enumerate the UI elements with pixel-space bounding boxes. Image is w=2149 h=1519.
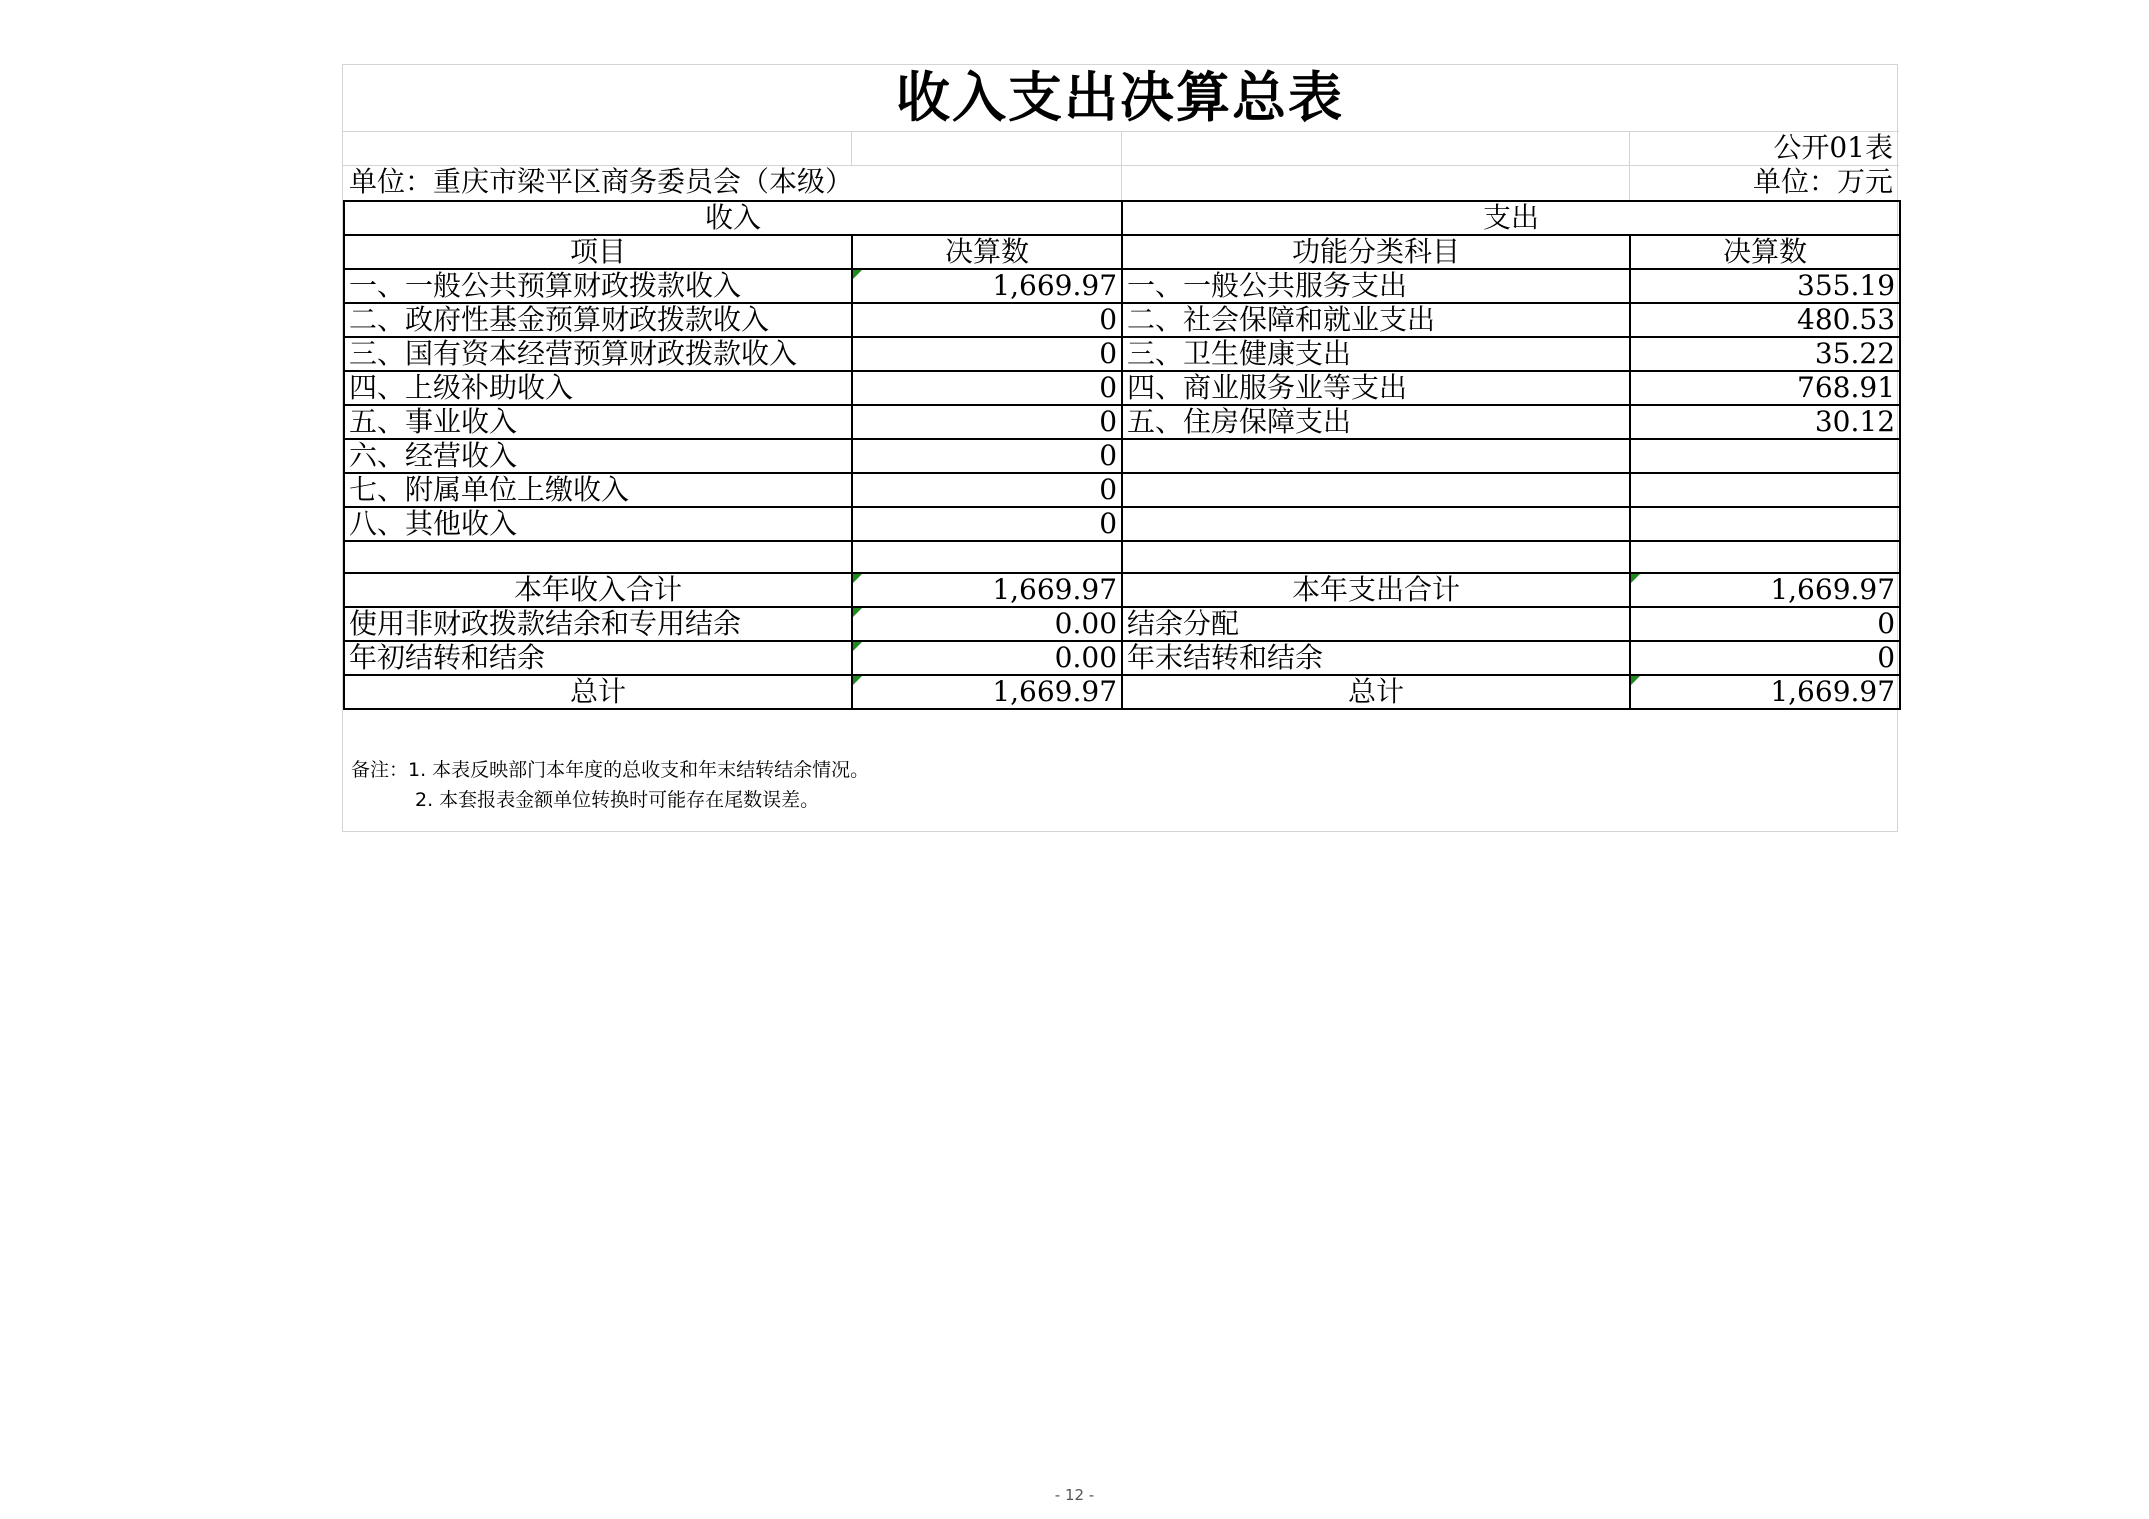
begin-carryover-text: 0.00 bbox=[1054, 641, 1118, 674]
income-year-total-value bbox=[852, 573, 1122, 607]
expense-label bbox=[1122, 507, 1630, 541]
expense-label: 一、一般公共服务支出 bbox=[1122, 269, 1630, 303]
income-value: 0 bbox=[852, 405, 1122, 439]
cell-marker-icon bbox=[1631, 676, 1640, 685]
surplus-distribution-value: 0 bbox=[1630, 607, 1900, 641]
column-header-row bbox=[344, 235, 1900, 269]
nonfiscal-value-text: 0.00 bbox=[1054, 607, 1118, 640]
expense-amount-column-header: 决算数 bbox=[1630, 235, 1900, 269]
cell-marker-icon bbox=[853, 676, 862, 685]
page-number: - 12 - bbox=[1054, 1486, 1095, 1504]
begin-carryover-value bbox=[852, 641, 1122, 675]
grand-expense-label: 总计 bbox=[1122, 675, 1630, 709]
nonfiscal-value bbox=[852, 607, 1122, 641]
income-value: 0 bbox=[852, 473, 1122, 507]
expense-year-total-text: 1,669.97 bbox=[1770, 573, 1896, 606]
gridline bbox=[851, 131, 852, 165]
expense-value: 35.22 bbox=[1630, 337, 1900, 371]
cell-marker-icon bbox=[853, 574, 862, 583]
table-row bbox=[344, 337, 1900, 371]
cell-marker-icon bbox=[853, 642, 862, 651]
expense-label bbox=[1122, 541, 1630, 573]
grand-expense-value bbox=[1630, 675, 1900, 709]
income-label: 四、上级补助收入 bbox=[344, 371, 852, 405]
table-row bbox=[344, 541, 1900, 573]
cell-marker-icon bbox=[1631, 574, 1640, 583]
income-value-text: 1,669.97 bbox=[992, 269, 1118, 302]
gridline bbox=[1121, 131, 1122, 200]
surplus-distribution-label: 结余分配 bbox=[1122, 607, 1630, 641]
table-row bbox=[344, 405, 1900, 439]
income-label: 八、其他收入 bbox=[344, 507, 852, 541]
expense-value bbox=[1630, 439, 1900, 473]
income-value bbox=[852, 541, 1122, 573]
expense-label bbox=[1122, 473, 1630, 507]
grand-income-text: 1,669.97 bbox=[992, 675, 1118, 708]
income-label: 五、事业收入 bbox=[344, 405, 852, 439]
table-row bbox=[344, 371, 1900, 405]
cell-marker-icon bbox=[853, 608, 862, 617]
income-year-total-text: 1,669.97 bbox=[992, 573, 1118, 606]
note-line-1: 备注：1. 本表反映部门本年度的总收支和年末结转结余情况。 bbox=[351, 759, 870, 781]
table-row bbox=[344, 303, 1900, 337]
unit-currency: 单位：万元 bbox=[1752, 165, 1893, 198]
nonfiscal-row bbox=[344, 607, 1900, 641]
report-title: 收入支出决算总表 bbox=[896, 66, 1344, 129]
nonfiscal-label: 使用非财政拨款结余和专用结余 bbox=[344, 607, 852, 641]
expense-value bbox=[1630, 541, 1900, 573]
income-value: 0 bbox=[852, 439, 1122, 473]
expense-label: 五、住房保障支出 bbox=[1122, 405, 1630, 439]
income-label: 六、经营收入 bbox=[344, 439, 852, 473]
income-label: 三、国有资本经营预算财政拨款收入 bbox=[344, 337, 852, 371]
expense-value: 30.12 bbox=[1630, 405, 1900, 439]
table-row bbox=[344, 439, 1900, 473]
income-value: 0 bbox=[852, 337, 1122, 371]
expense-label: 三、卫生健康支出 bbox=[1122, 337, 1630, 371]
income-label: 一、一般公共预算财政拨款收入 bbox=[344, 269, 852, 303]
table-row bbox=[344, 473, 1900, 507]
income-expense-table bbox=[343, 200, 1901, 710]
expense-value: 480.53 bbox=[1630, 303, 1900, 337]
grand-expense-text: 1,669.97 bbox=[1770, 675, 1896, 708]
expense-value bbox=[1630, 507, 1900, 541]
income-label: 七、附属单位上缴收入 bbox=[344, 473, 852, 507]
item-column-header: 项目 bbox=[344, 235, 852, 269]
cell-marker-icon bbox=[853, 270, 862, 279]
year-total-row bbox=[344, 573, 1900, 607]
income-label bbox=[344, 541, 852, 573]
expense-label: 二、社会保障和就业支出 bbox=[1122, 303, 1630, 337]
grand-total-row bbox=[344, 675, 1900, 709]
income-value bbox=[852, 269, 1122, 303]
function-category-column-header: 功能分类科目 bbox=[1122, 235, 1630, 269]
end-carryover-label: 年末结转和结余 bbox=[1122, 641, 1630, 675]
table-row bbox=[344, 507, 1900, 541]
income-amount-column-header: 决算数 bbox=[852, 235, 1122, 269]
carryover-row bbox=[344, 641, 1900, 675]
income-value: 0 bbox=[852, 371, 1122, 405]
expense-label bbox=[1122, 439, 1630, 473]
gridline bbox=[1629, 131, 1630, 200]
unit-organization: 单位：重庆市梁平区商务委员会（本级） bbox=[349, 165, 854, 198]
grand-income-value bbox=[852, 675, 1122, 709]
table-row bbox=[344, 269, 1900, 303]
begin-carryover-label: 年初结转和结余 bbox=[344, 641, 852, 675]
expense-value: 768.91 bbox=[1630, 371, 1900, 405]
report-sheet bbox=[342, 64, 1898, 832]
income-value: 0 bbox=[852, 303, 1122, 337]
end-carryover-value: 0 bbox=[1630, 641, 1900, 675]
note-line-2: 2. 本套报表金额单位转换时可能存在尾数误差。 bbox=[415, 789, 820, 811]
expense-year-total-label: 本年支出合计 bbox=[1122, 573, 1630, 607]
expense-value bbox=[1630, 473, 1900, 507]
expense-year-total-value bbox=[1630, 573, 1900, 607]
expense-section-header: 支出 bbox=[1122, 201, 1900, 235]
form-code: 公开01表 bbox=[1773, 131, 1893, 164]
notes bbox=[351, 755, 869, 815]
income-label: 二、政府性基金预算财政拨款收入 bbox=[344, 303, 852, 337]
income-value: 0 bbox=[852, 507, 1122, 541]
income-year-total-label: 本年收入合计 bbox=[344, 573, 852, 607]
grand-income-label: 总计 bbox=[344, 675, 852, 709]
section-header-row bbox=[344, 201, 1900, 235]
expense-value: 355.19 bbox=[1630, 269, 1900, 303]
income-section-header: 收入 bbox=[344, 201, 1122, 235]
expense-label: 四、商业服务业等支出 bbox=[1122, 371, 1630, 405]
